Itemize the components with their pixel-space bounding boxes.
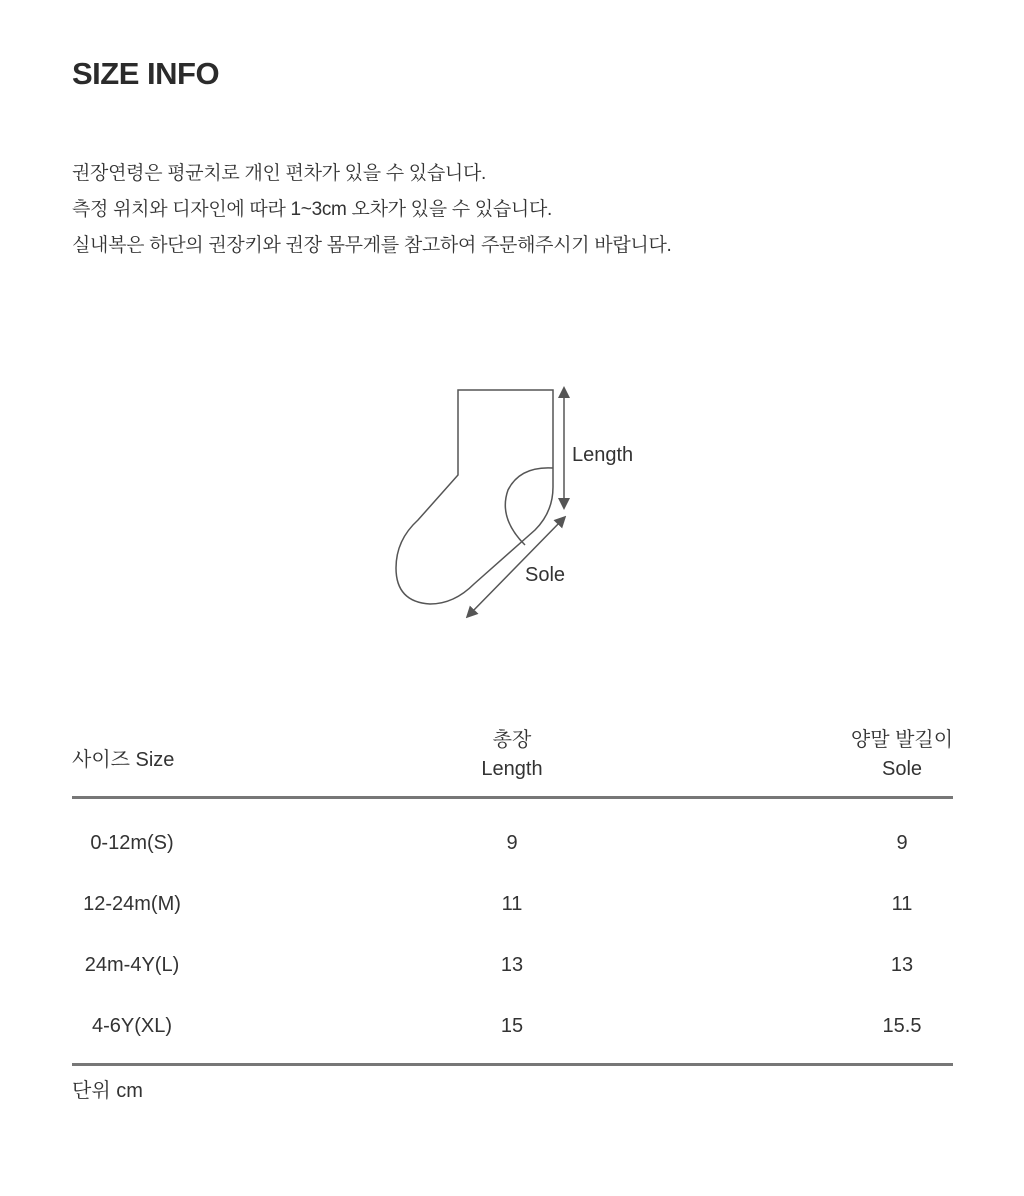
- footer-divider: [72, 1063, 953, 1066]
- cell-length: 9: [506, 832, 518, 854]
- sock-diagram: [380, 370, 660, 630]
- cell-sole: 13: [890, 954, 914, 976]
- cell-size: 24m-4Y(L): [84, 954, 180, 976]
- table-row: [72, 893, 953, 923]
- header-sole-ko: 양말 발길이: [850, 729, 954, 751]
- header-divider: [72, 796, 953, 799]
- note-item: 측정 위치와 디자인에 따라 1~3cm 오차가 있을 수 있습니다.: [72, 199, 553, 220]
- table-row: [72, 1015, 953, 1045]
- table-row: [72, 954, 953, 984]
- header-sole-en: Sole: [881, 758, 923, 780]
- cell-length: 13: [500, 954, 524, 976]
- note-item: 실내복은 하단의 권장키와 권장 몸무게를 참고하여 주문해주시기 바랍니다.: [72, 235, 672, 256]
- header-length-en: Length: [481, 758, 543, 780]
- cell-length: 11: [501, 893, 523, 915]
- length-label: Length: [572, 444, 634, 466]
- header-size: 사이즈 Size: [72, 749, 175, 771]
- cell-sole: 9: [896, 832, 908, 854]
- cell-size: 12-24m(M): [83, 893, 181, 915]
- page-title: SIZE INFO: [72, 56, 220, 91]
- table-header: [72, 726, 953, 796]
- table-row: [72, 832, 953, 862]
- sole-label: Sole: [525, 564, 566, 586]
- cell-sole: 15.5: [882, 1015, 922, 1037]
- notes-list: [72, 156, 672, 264]
- size-table: [72, 726, 954, 1037]
- header-length: [412, 726, 612, 784]
- cell-size: 0-12m(S): [90, 832, 174, 854]
- note-item: 권장연령은 평균치로 개인 편차가 있을 수 있습니다.: [72, 163, 486, 184]
- cell-size: 4-6Y(XL): [91, 1015, 173, 1037]
- cell-sole: 11: [891, 893, 913, 915]
- sock-outline-icon: [380, 370, 660, 630]
- header-length-ko: 총장: [492, 729, 532, 751]
- cell-length: 15: [500, 1015, 524, 1037]
- header-sole: [802, 726, 1002, 784]
- unit-note: 단위 cm: [72, 1080, 143, 1102]
